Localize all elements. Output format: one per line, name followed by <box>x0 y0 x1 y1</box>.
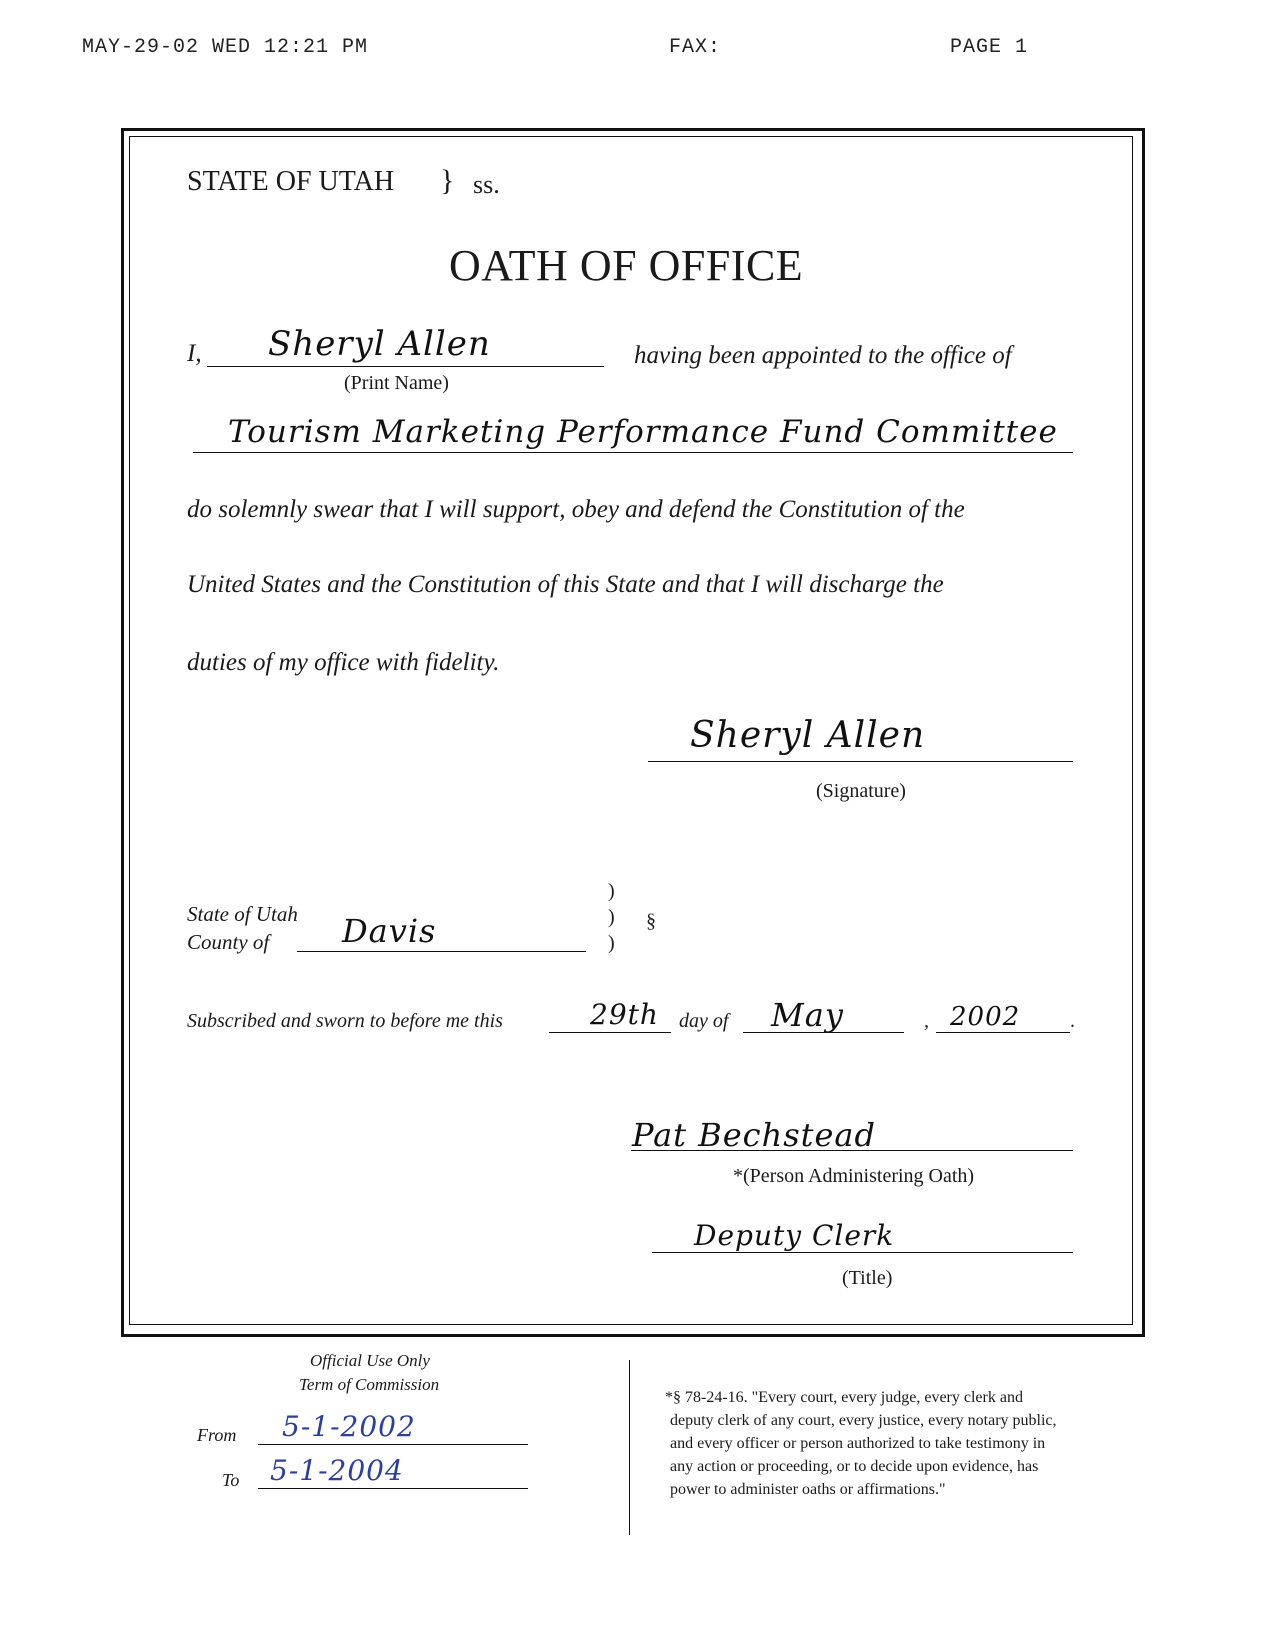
term-of-commission-heading: Term of Commission <box>299 1375 440 1394</box>
office-value: Tourism Marketing Performance Fund Committee <box>228 414 1058 450</box>
administrator-value: Pat Bechstead <box>632 1116 876 1154</box>
form-border-inner <box>129 136 1133 1325</box>
oath-line-3: duties of my office with fidelity. <box>187 649 500 676</box>
print-name-value: Sheryl Allen <box>268 324 491 364</box>
month-value: May <box>771 996 844 1034</box>
year-comma: , <box>924 1010 929 1032</box>
fax-number-label: FAX: <box>669 36 722 59</box>
from-label: From <box>197 1425 237 1445</box>
footnote-line-5: power to administer oaths or affirmations." <box>670 1481 946 1498</box>
fax-page-number: PAGE 1 <box>950 36 1029 59</box>
to-label: To <box>222 1470 240 1490</box>
day-line <box>549 1032 671 1033</box>
i-label: I, <box>187 340 202 367</box>
footnote-line-2: deputy clerk of any court, every justice, every notary public, <box>670 1412 1057 1429</box>
footnote-line-1: *§ 78-24-16. "Every court, every judge, every clerk and <box>665 1389 1023 1406</box>
to-line <box>258 1488 528 1489</box>
page-title: OATH OF OFFICE <box>449 241 804 290</box>
from-line <box>258 1444 528 1445</box>
print-name-caption: (Print Name) <box>344 372 449 394</box>
signature-value: Sheryl Allen <box>690 715 926 756</box>
year-period: . <box>1070 1010 1075 1032</box>
venue-county-label: County of <box>187 930 270 954</box>
section-symbol: § <box>646 910 656 932</box>
state-heading: STATE OF UTAH <box>187 166 395 197</box>
paren-3: ) <box>608 932 615 954</box>
year-value: 2002 <box>950 1002 1021 1032</box>
official-use-heading: Official Use Only <box>310 1351 430 1370</box>
day-of-text: day of <box>679 1010 729 1032</box>
to-value: 5-1-2004 <box>270 1454 404 1487</box>
county-line <box>297 951 586 952</box>
fax-datetime: MAY-29-02 WED 12:21 PM <box>82 36 369 59</box>
day-value: 29th <box>590 998 659 1031</box>
title-caption: (Title) <box>842 1267 893 1289</box>
signature-caption: (Signature) <box>816 780 906 802</box>
print-name-line <box>207 366 604 367</box>
administrator-caption: *(Person Administering Oath) <box>733 1165 975 1187</box>
signature-line <box>648 761 1073 762</box>
title-line <box>652 1252 1073 1253</box>
brace: } <box>440 164 455 197</box>
oath-line-2: United States and the Constitution of this State and that I will discharge the <box>187 571 944 598</box>
paren-2: ) <box>608 906 615 928</box>
year-line <box>936 1032 1070 1033</box>
venue-state: State of Utah <box>187 902 298 926</box>
appointed-text: having been appointed to the office of <box>634 342 1012 369</box>
footnote-line-4: any action or proceeding, or to decide upon evidence, has <box>670 1458 1039 1475</box>
paren-1: ) <box>608 880 615 902</box>
title-value: Deputy Clerk <box>694 1219 895 1252</box>
ss-label: ss. <box>473 170 500 199</box>
office-line <box>193 452 1073 453</box>
bottom-divider <box>629 1360 630 1535</box>
footnote-line-3: and every officer or person authorized to take testimony in <box>670 1435 1046 1452</box>
venue-county-value: Davis <box>342 912 437 950</box>
from-value: 5-1-2002 <box>282 1410 416 1443</box>
oath-line-1: do solemnly swear that I will support, obey and defend the Constitution of the <box>187 496 965 523</box>
subscribed-text: Subscribed and sworn to before me this <box>187 1010 503 1032</box>
